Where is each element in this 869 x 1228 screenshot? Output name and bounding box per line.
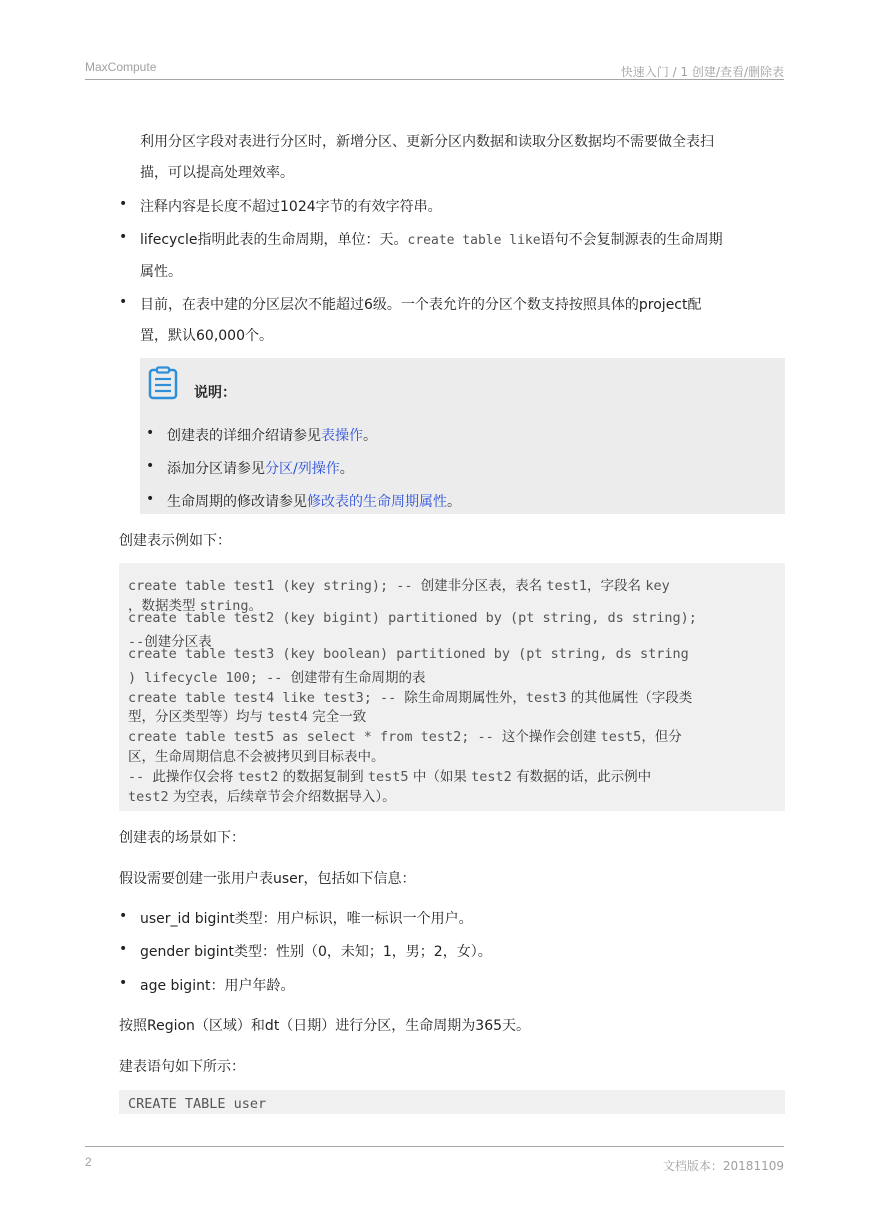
breadcrumb[interactable]: 快速入门 / 1 创建/查看/删除表 <box>620 65 784 79</box>
code-line: CREATE TABLE user <box>128 1096 267 1112</box>
code-line: create table test5 as select * from test2; -- 这个操作会创建 test5，但分 <box>128 729 682 745</box>
lifecycle-text-post: 语句不会复制源表的生命周期 <box>540 232 723 248</box>
bullet-dot: • <box>146 425 155 441</box>
code-line: 区，生命周期信息不会被拷贝到目标表中。 <box>128 749 385 765</box>
inline-code: create table like <box>407 233 541 248</box>
code-line: ) lifecycle 100; -- 创建带有生命周期的表 <box>128 670 426 686</box>
bullet-partition-limit-line-2: 置，默认60,000个。 <box>140 328 273 344</box>
note-item-partition-ops <box>167 458 354 478</box>
field-user-id: user_id bigint类型：用户标识，唯一标识一个用户。 <box>140 911 473 927</box>
field-age: age bigint：用户年龄。 <box>140 978 295 994</box>
partition-description: 按照Region（区域）和dt（日期）进行分区，生命周期为365天。 <box>119 1018 531 1034</box>
code-line: --创建分区表 <box>128 634 212 650</box>
bullet-dot: • <box>119 908 128 924</box>
statement-intro: 建表语句如下所示： <box>119 1059 245 1075</box>
bullet-lifecycle-line-2: 属性。 <box>140 264 182 280</box>
clipboard-note-icon <box>147 366 179 400</box>
note-item-text: 生命周期的修改请参见 <box>167 494 307 510</box>
note-item-table-ops <box>167 425 377 445</box>
code-line: create table test2 (key bigint) partitioned by (pt string, ds string); <box>128 610 697 626</box>
code-line: ，数据类型 string。 <box>128 598 263 614</box>
link-partition-column-ops[interactable]: 分区/列操作 <box>265 461 340 477</box>
bullet-dot: • <box>146 491 155 507</box>
bullet-partition-limit: 目前，在表中建的分区层次不能超过6级。一个表允许的分区个数支持按照具体的project配 <box>140 297 702 313</box>
scenario-description: 假设需要创建一张用户表user，包括如下信息： <box>119 871 416 887</box>
code-line: create table test1 (key string); -- 创建非分区表，表名 test1，字段名 key <box>128 578 670 594</box>
bullet-dot: • <box>119 294 128 310</box>
code-line: create table test3 (key boolean) partitioned by (pt string, ds string <box>128 646 689 662</box>
note-item-text: 创建表的详细介绍请参见 <box>167 428 321 444</box>
code-line: -- 此操作仅会将 test2 的数据复制到 test5 中（如果 test2 有数据的话，此示例中 <box>128 769 652 785</box>
note-item-text: 添加分区请参见 <box>167 461 265 477</box>
note-item-suffix: 。 <box>447 494 461 510</box>
footer-divider <box>85 1146 784 1147</box>
product-name: MaxCompute <box>85 60 157 74</box>
note-item-suffix: 。 <box>339 461 354 477</box>
code-line: create table test4 like test3; -- 除生命周期属性外，test3 的其他属性（字段类 <box>128 690 693 706</box>
document-version: 文档版本：20181109 <box>662 1159 784 1173</box>
bullet-dot: • <box>119 975 128 991</box>
bullet-dot: • <box>119 941 128 957</box>
intro-line-1: 利用分区字段对表进行分区时，新增分区、更新分区内数据和读取分区数据均不需要做全表扫 <box>140 134 714 150</box>
bullet-comment-length: 注释内容是长度不超过1024字节的有效字符串。 <box>140 199 442 215</box>
field-gender: gender bigint类型：性别（0，未知；1，男；2，女）。 <box>140 944 492 960</box>
note-title: 说明： <box>194 385 236 401</box>
scenario-title: 创建表的场景如下： <box>119 830 245 846</box>
header-divider <box>85 79 784 80</box>
note-item-lifecycle-ops <box>167 491 461 511</box>
bullet-lifecycle <box>140 229 723 249</box>
lifecycle-text: lifecycle指明此表的生命周期，单位：天。 <box>140 232 408 248</box>
intro-line-2: 描，可以提高处理效率。 <box>140 165 294 181</box>
bullet-dot: • <box>119 229 128 245</box>
code-line: 型，分区类型等）均与 test4 完全一致 <box>128 709 367 725</box>
link-modify-lifecycle[interactable]: 修改表的生命周期属性 <box>307 494 447 510</box>
example-intro: 创建表示例如下： <box>119 533 231 549</box>
bullet-dot: • <box>119 196 128 212</box>
bullet-dot: • <box>146 458 155 474</box>
page-number: 2 <box>85 1155 92 1169</box>
code-line: test2 为空表，后续章节会介绍数据导入）。 <box>128 789 396 805</box>
link-table-ops[interactable]: 表操作 <box>321 428 363 444</box>
note-item-suffix: 。 <box>363 428 377 444</box>
